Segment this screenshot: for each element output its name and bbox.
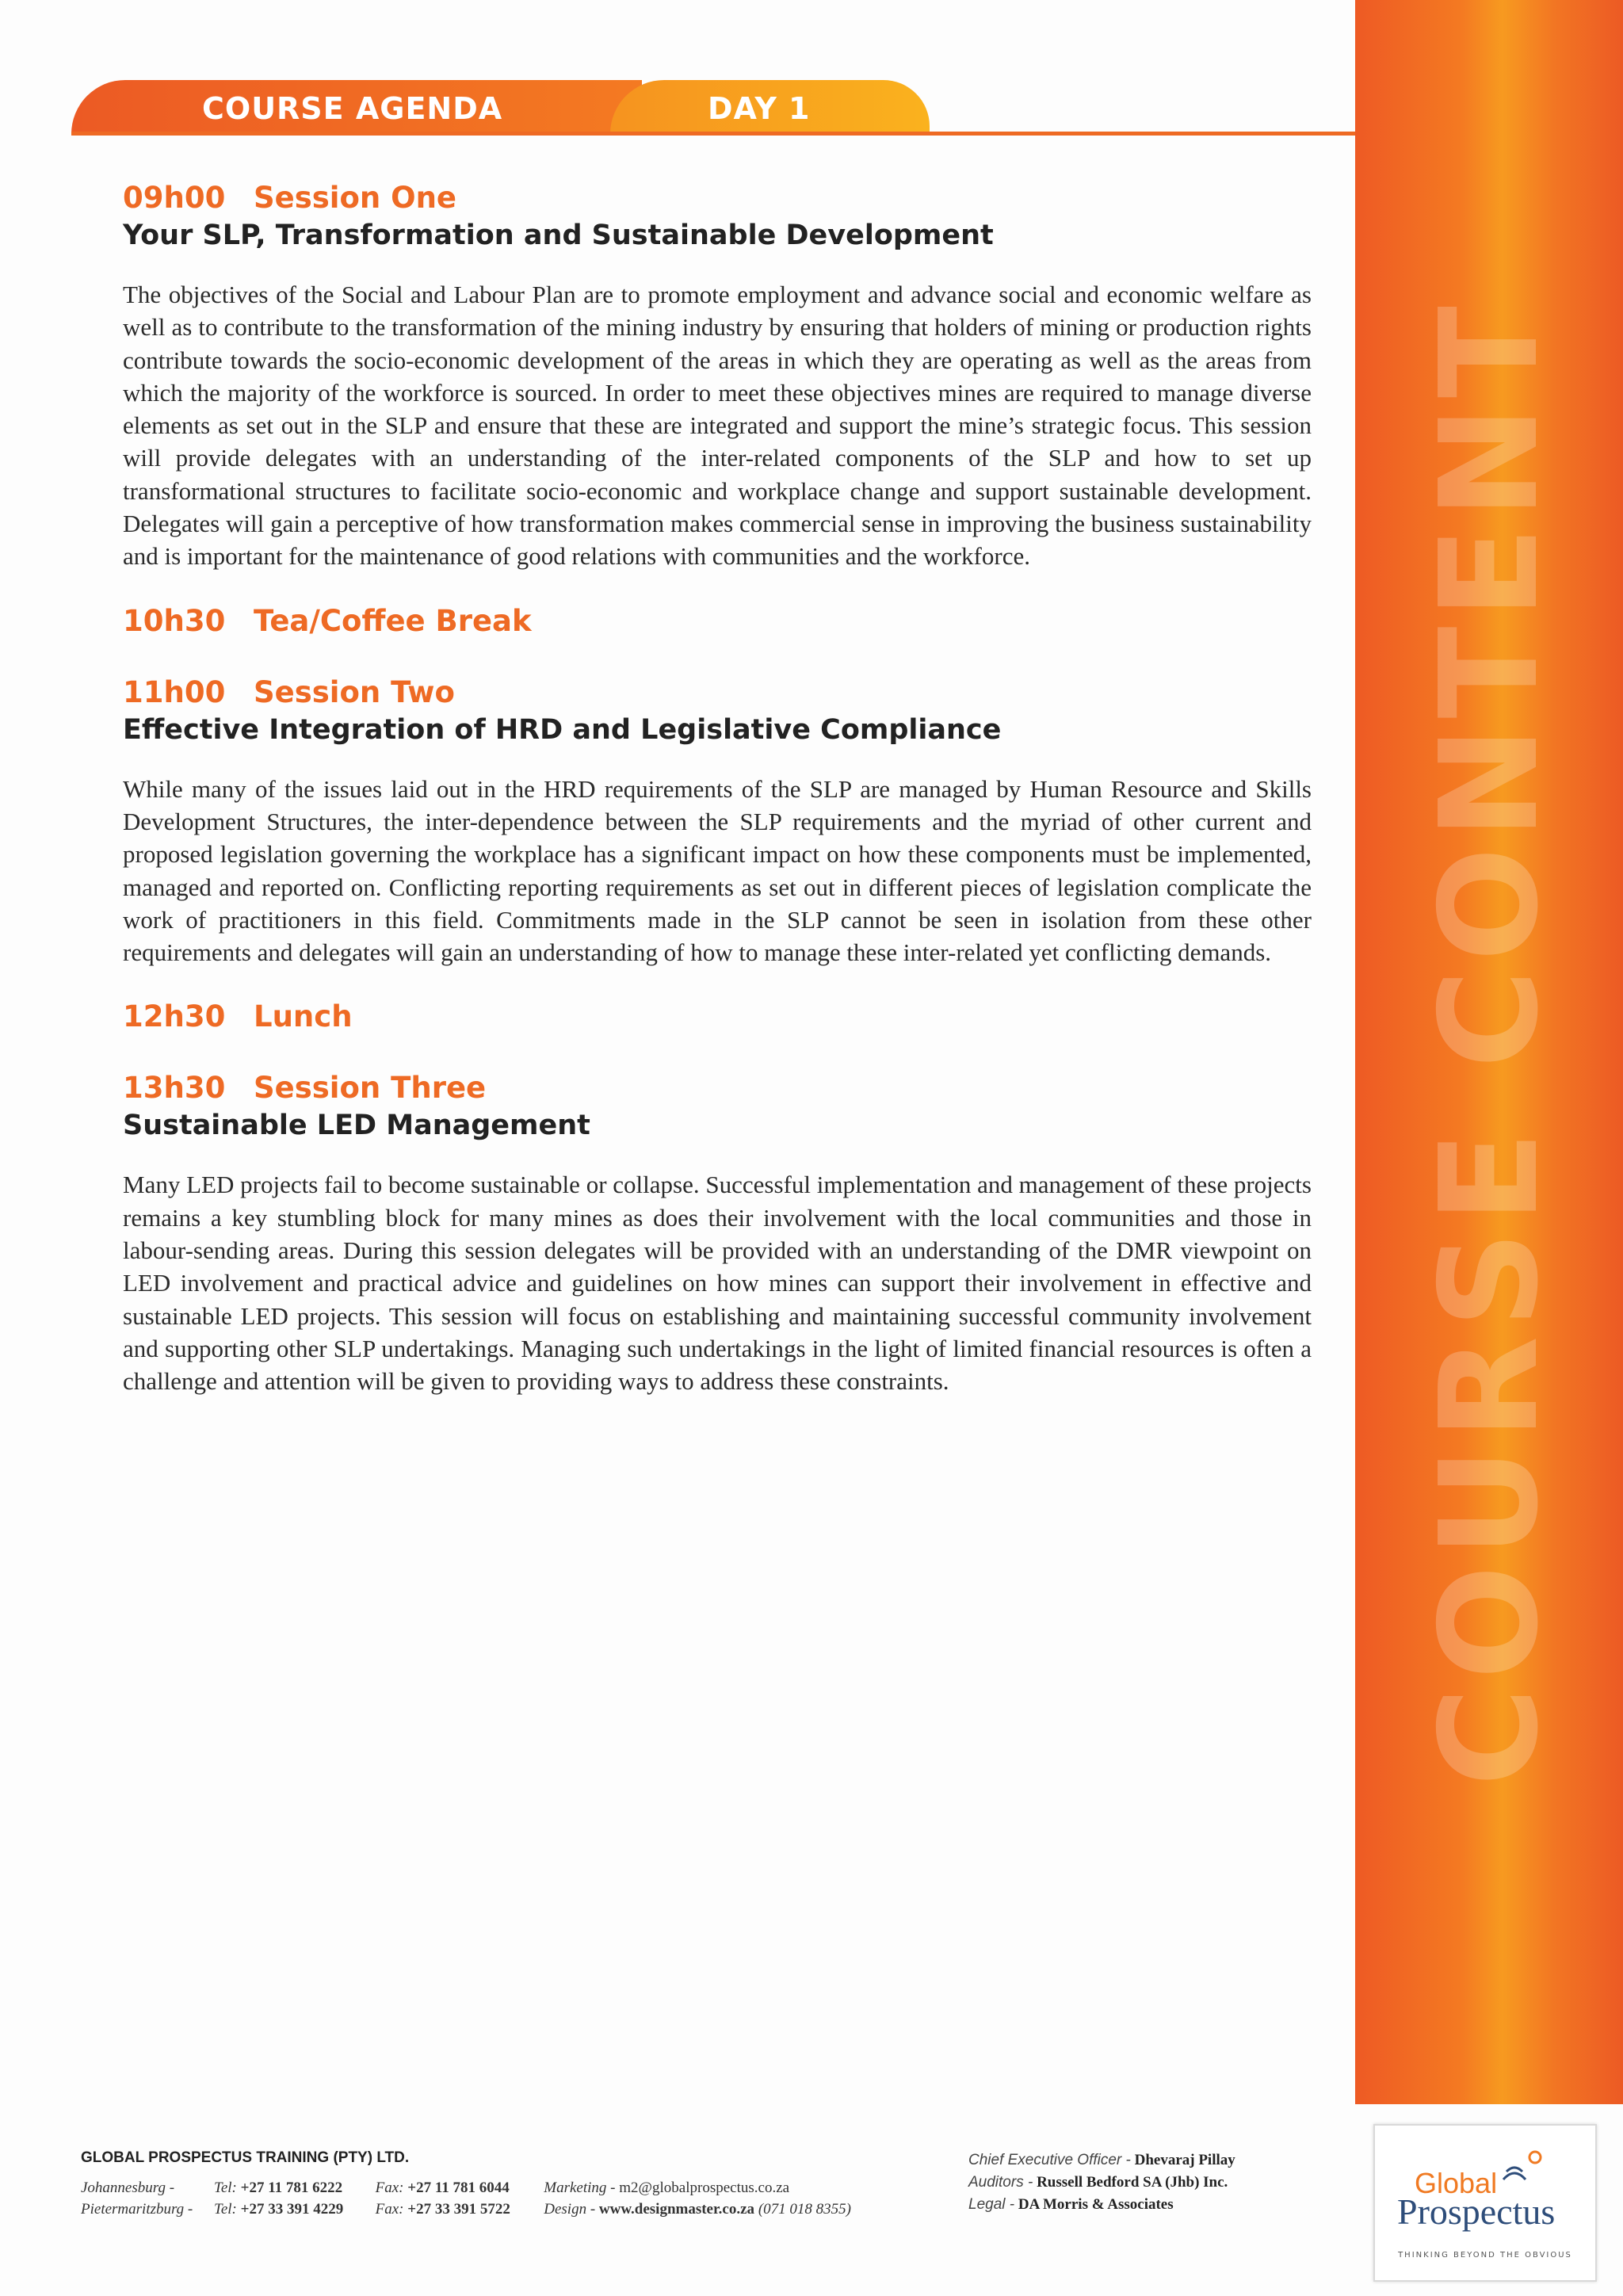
session-name: Session Two (254, 674, 455, 709)
day-tab-label: DAY 1 (708, 91, 811, 126)
session-name: Session Three (254, 1071, 487, 1106)
fax-label: Fax: (375, 2201, 404, 2218)
officer-row: Chief Executive Officer - Dhevaraj Pillay (968, 2152, 1235, 2168)
logo-word-prospectus: Prospectus (1397, 2191, 1556, 2232)
logo-word-global: Global (1415, 2167, 1498, 2199)
session-title: Your SLP, Transformation and Sustainable Development (123, 220, 994, 251)
fax-number: +27 11 781 6044 (407, 2179, 510, 2196)
tel-label: Tel: (214, 2179, 237, 2196)
tel-number: +27 11 781 6222 (240, 2179, 343, 2196)
session-heading (123, 1070, 1312, 1106)
tel-number: +27 33 391 4229 (240, 2201, 344, 2218)
session-description: The objectives of the Social and Labour Plan are to promote employment and advance social and economic welfare as well as to contribute to the transformation of the mining industry by ensuring that holders of mining or production rights contribute towards the socio-economic development of the areas in which they are operating as well as the areas from which the majority of the workforce is sourced. In order to meet these objectives mines are required to manage diverse elements as set out in the SLP and ensure that these are integrated and support the mine’s strategic focus. This session will provide delegates with an understanding of the inter-related components of the SLP and how to set up transformational structures to facilitate socio-economic and workplace change and support sustainable development. Delegates will gain a perceptive of how transformation makes commercial sense in improving the business sustainability and is important for the maintenance of good relations with communities and the workforce. (123, 281, 1312, 571)
footer-city: Pietermaritzburg - (81, 2201, 193, 2218)
session-description: While many of the issues laid out in the HRD requirements of the SLP are managed by Human Resource and Skills Development Structures, the inter-dependence between the SLP requirements and the myriad of other current and proposed legislation governing the workplace has a significant impact on how these components must be implemented, managed and reported on. Conflicting reporting requirements as set out in different pieces of legislation complicate the work of practitioners in this field. Commitments made in the SLP cannot be seen in isolation from these other requirements and delegates will gain an understanding of how to manage these inter-related yet conflicting demands. (123, 774, 1312, 967)
fax-number: +27 33 391 5722 (407, 2201, 510, 2218)
break-time: 10h30 (123, 603, 226, 638)
footer-city: Johannesburg - (81, 2179, 175, 2196)
footer-company (81, 2149, 409, 2167)
fax-label: Fax: (375, 2179, 404, 2196)
session-title: Effective Integration of HRD and Legislative Compliance (123, 713, 1002, 746)
logo-tagline: THINKING BEYOND THE OBVIOUS (1398, 2251, 1572, 2260)
marketing-email[interactable]: m2@globalprospectus.co.za (619, 2179, 790, 2196)
lunch-time: 12h30 (123, 999, 226, 1034)
session-title: Sustainable LED Management (123, 1110, 590, 1142)
session-three (123, 1070, 1312, 1397)
header-rule (71, 132, 1355, 136)
tel-label: Tel: (214, 2201, 237, 2218)
session-heading (123, 674, 1312, 711)
lunch-heading (123, 999, 1312, 1035)
agenda-tab-label: COURSE AGENDA (202, 91, 503, 126)
officer-row: Legal - DA Morris & Associates (968, 2196, 1174, 2213)
agenda-content (123, 180, 1312, 1428)
session-time: 09h00 (123, 181, 226, 215)
session-time: 13h30 (123, 1071, 226, 1106)
footer-row-johannesburg (81, 2179, 789, 2197)
session-one (123, 180, 1312, 573)
footer-officers (968, 2149, 1235, 2216)
session-name: Session One (254, 181, 457, 215)
design-label: Design - (544, 2201, 596, 2218)
session-time: 11h00 (123, 674, 226, 709)
break-name: Tea/Coffee Break (254, 603, 532, 638)
session-two (123, 674, 1312, 969)
design-phone: (071 018 8355) (758, 2201, 851, 2218)
design-website[interactable]: www.designmaster.co.za (598, 2201, 755, 2218)
lunch-name: Lunch (254, 999, 353, 1034)
side-banner-text: COURSE CONTENT (1411, 298, 1568, 1786)
company-logo (1373, 2124, 1597, 2282)
marketing-label: Marketing - (544, 2179, 616, 2196)
break-heading (123, 603, 1312, 640)
signal-icon (1502, 2148, 1549, 2187)
officer-row: Auditors - Russell Bedford SA (Jhb) Inc. (968, 2174, 1228, 2191)
company-name: GLOBAL PROSPECTUS TRAINING (PTY) LTD. (81, 2149, 410, 2166)
session-heading (123, 180, 1312, 216)
footer-row-pietermaritzburg (81, 2201, 851, 2218)
session-description: Many LED projects fail to become sustainable or collapse. Successful implementation and management of these projects remains a key stumbling block for many mines as does their involvement with the local communities and those in labour-sending areas. During this session delegates will be provided with an understanding of the DMR viewpoint on LED involvement and practical advice and guidelines on how mines can support their involvement in effective and sustainable LED projects. This session will focus on establishing and maintaining successful community involvement and supporting other SLP undertakings. Managing such undertakings in the light of limited financial resources is often a challenge and attention will be given to providing ways to address these constraints. (123, 1171, 1312, 1396)
